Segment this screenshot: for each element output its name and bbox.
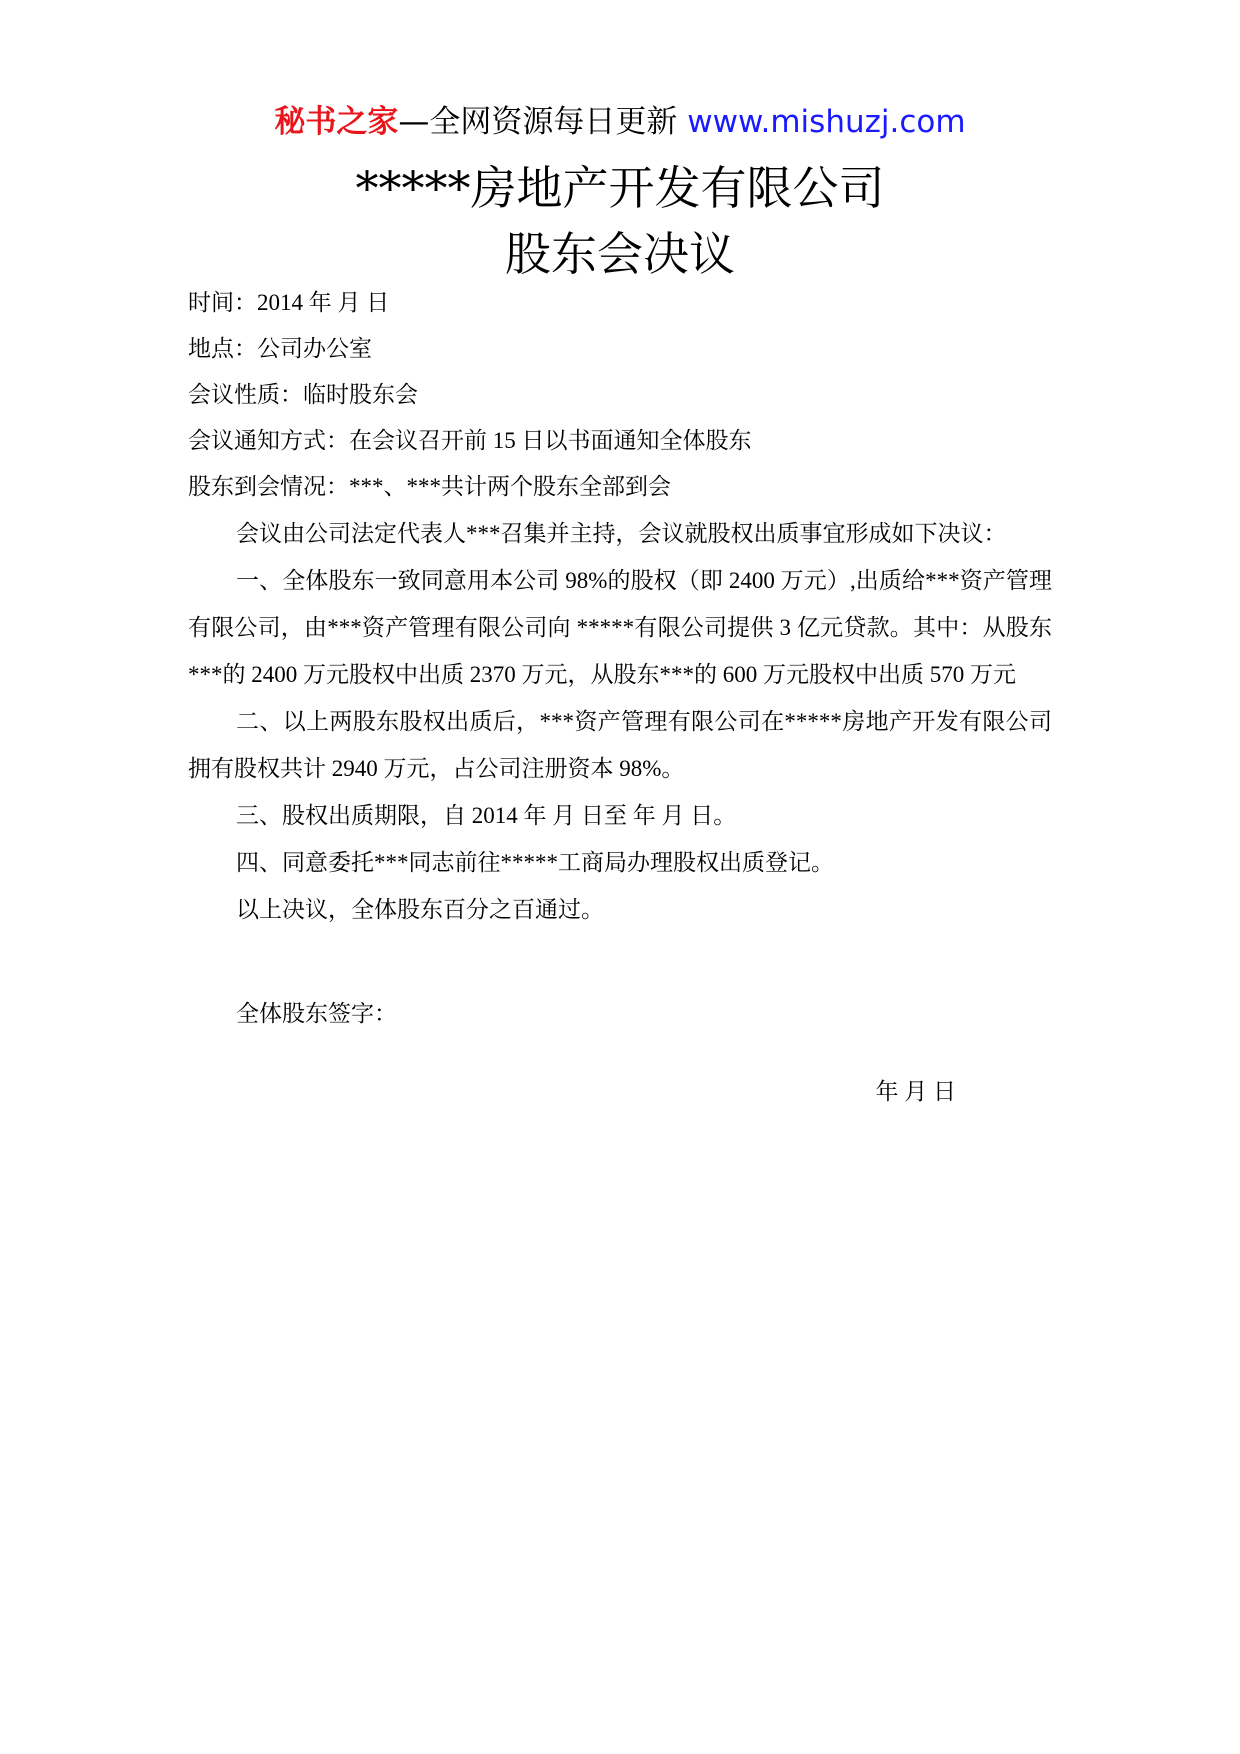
date-line: 年 月 日 (875, 1079, 956, 1104)
info-meeting-type: 会议性质：临时股东会 (188, 382, 418, 407)
info-notice-method: 会议通知方式：在会议召开前 15 日以书面通知全体股东 (188, 428, 752, 453)
banner-url-link[interactable]: www.mishuzj.com (687, 104, 966, 140)
paragraph-approval: 以上决议，全体股东百分之百通过。 (236, 897, 604, 922)
company-title: *****房地产开发有限公司 (355, 161, 885, 215)
paragraph-intro: 会议由公司法定代表人***召集并主持，会议就股权出质事宜形成如下决议： (236, 521, 1007, 546)
banner-brand: 秘书之家 (274, 104, 399, 140)
site-banner (0, 100, 1240, 144)
info-time: 时间：2014 年 月 日 (188, 290, 390, 315)
document-title: 股东会决议 (505, 227, 735, 281)
info-attendance: 股东到会情况：***、***共计两个股东全部到会 (188, 474, 671, 499)
banner-slogan: —全网资源每日更新 (398, 104, 688, 140)
paragraph-resolution-3: 三、股权出质期限，自 2014 年 月 日至 年 月 日。 (236, 803, 737, 828)
paragraph-resolution-1: 一、全体股东一致同意用本公司 98%的股权（即 2400 万元）,出质给***资产管理有限公司，由***资产管理有限公司向 *****有限公司提供 3 亿元贷款。其中：从股东***的 2400 万元股权中出质 2370 万元，从股东***的 600 万元股权中出质 570 万元 (188, 568, 1052, 687)
document-body (188, 280, 1052, 1115)
paragraph-resolution-2: 二、以上两股东股权出质后，***资产管理有限公司在*****房地产开发有限公司拥有股权共计 2940 万元，占公司注册资本 98%。 (188, 709, 1052, 781)
signature-line: 全体股东签字： (236, 1001, 397, 1026)
info-location: 地点：公司办公室 (188, 336, 372, 361)
paragraph-resolution-4: 四、同意委托***同志前往*****工商局办理股权出质登记。 (236, 850, 834, 875)
